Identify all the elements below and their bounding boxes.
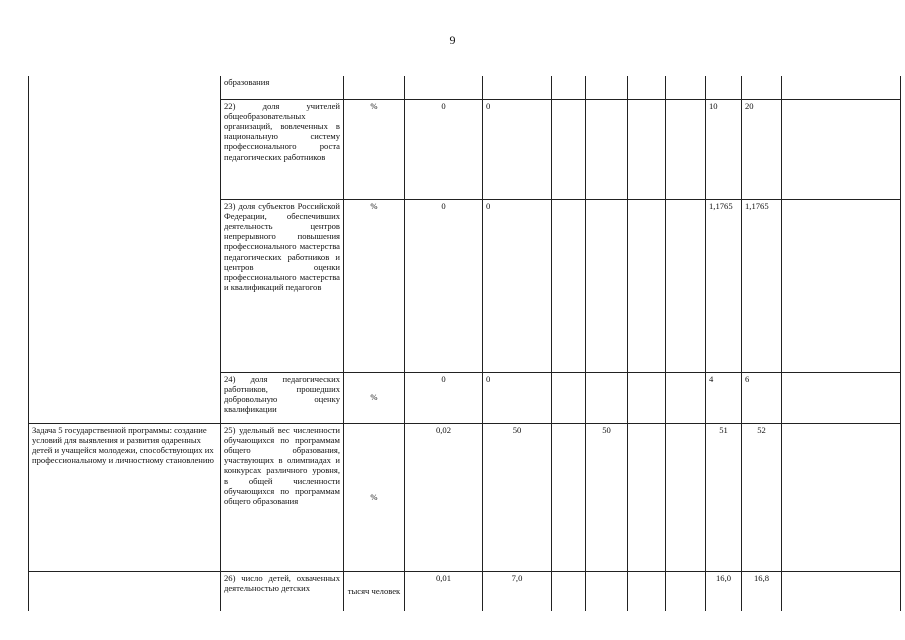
indicator-cell: 22) доля учителей общеобразовательных организаций, вовлеченных в национальную систему профессионального роста педагогических работников (221, 99, 344, 199)
value-cell (666, 76, 706, 99)
unit-cell (344, 76, 405, 99)
value-cell (628, 423, 666, 571)
value-cell (586, 372, 628, 423)
value-cell: 0 (483, 372, 552, 423)
value-cell (628, 99, 666, 199)
value-cell (552, 76, 586, 99)
value-cell: 6 (742, 372, 782, 423)
indicator-cell: 25) удельный вес численности обучающихся по программам общего образования, участвующих в олимпиадах и конкурсах различного уровня, в общей численности обучающихся по программам общего образования (221, 423, 344, 571)
value-cell (666, 423, 706, 571)
value-cell: 50 (586, 423, 628, 571)
value-cell: 10 (706, 99, 742, 199)
value-cell: 16,0 (706, 571, 742, 611)
value-cell (666, 199, 706, 372)
value-cell (628, 372, 666, 423)
value-cell (552, 423, 586, 571)
value-cell: 16,8 (742, 571, 782, 611)
value-cell (483, 76, 552, 99)
page-number: 9 (449, 33, 456, 47)
unit-cell: % (344, 99, 405, 199)
value-cell: 0 (483, 199, 552, 372)
value-cell: 50 (483, 423, 552, 571)
value-cell (552, 372, 586, 423)
indicator-cell: образования (221, 76, 344, 99)
value-cell (782, 76, 901, 99)
unit-cell: тысяч человек (344, 571, 405, 611)
value-cell (586, 76, 628, 99)
unit-cell: % (344, 423, 405, 571)
value-cell (782, 99, 901, 199)
value-cell (628, 76, 666, 99)
value-cell (666, 99, 706, 199)
value-cell (586, 571, 628, 611)
indicator-cell: 24) доля педагогических работников, прошедших добровольную оценку квалификации (221, 372, 344, 423)
value-cell: 0,02 (405, 423, 483, 571)
value-cell: 0,01 (405, 571, 483, 611)
value-cell (552, 99, 586, 199)
value-cell: 0 (405, 372, 483, 423)
value-cell: 1,1765 (742, 199, 782, 372)
value-cell (586, 199, 628, 372)
value-cell (666, 372, 706, 423)
value-cell: 4 (706, 372, 742, 423)
table-row (29, 571, 901, 611)
value-cell: 0 (483, 99, 552, 199)
indicators-table (28, 76, 901, 611)
value-cell: 7,0 (483, 571, 552, 611)
value-cell: 51 (706, 423, 742, 571)
value-cell (666, 571, 706, 611)
value-cell (552, 199, 586, 372)
value-cell (706, 76, 742, 99)
value-cell (782, 372, 901, 423)
table-row (29, 76, 901, 99)
indicator-cell: 23) доля субъектов Российской Федерации, обеспечивших деятельность центров непрерывного повышения профессионального мастерства педагогических работников и центров оценки профессионального мастерства и квалификаций педагогов (221, 199, 344, 372)
value-cell: 1,1765 (706, 199, 742, 372)
unit-cell: % (344, 372, 405, 423)
value-cell: 20 (742, 99, 782, 199)
value-cell (586, 99, 628, 199)
task-cell (29, 571, 221, 611)
task-cell (29, 76, 221, 423)
unit-cell: % (344, 199, 405, 372)
value-cell (405, 76, 483, 99)
table-row (29, 423, 901, 571)
value-cell (628, 571, 666, 611)
value-cell (782, 199, 901, 372)
value-cell (552, 571, 586, 611)
value-cell (628, 199, 666, 372)
value-cell (782, 571, 901, 611)
task-cell: Задача 5 государственной программы: создание условий для выявления и развития одаренных детей и учащейся молодежи, способствующих их профессиональному и личностному становлению (29, 423, 221, 571)
value-cell (742, 76, 782, 99)
indicator-cell: 26) число детей, охваченных деятельностью детских (221, 571, 344, 611)
value-cell: 0 (405, 199, 483, 372)
value-cell (782, 423, 901, 571)
value-cell: 52 (742, 423, 782, 571)
value-cell: 0 (405, 99, 483, 199)
